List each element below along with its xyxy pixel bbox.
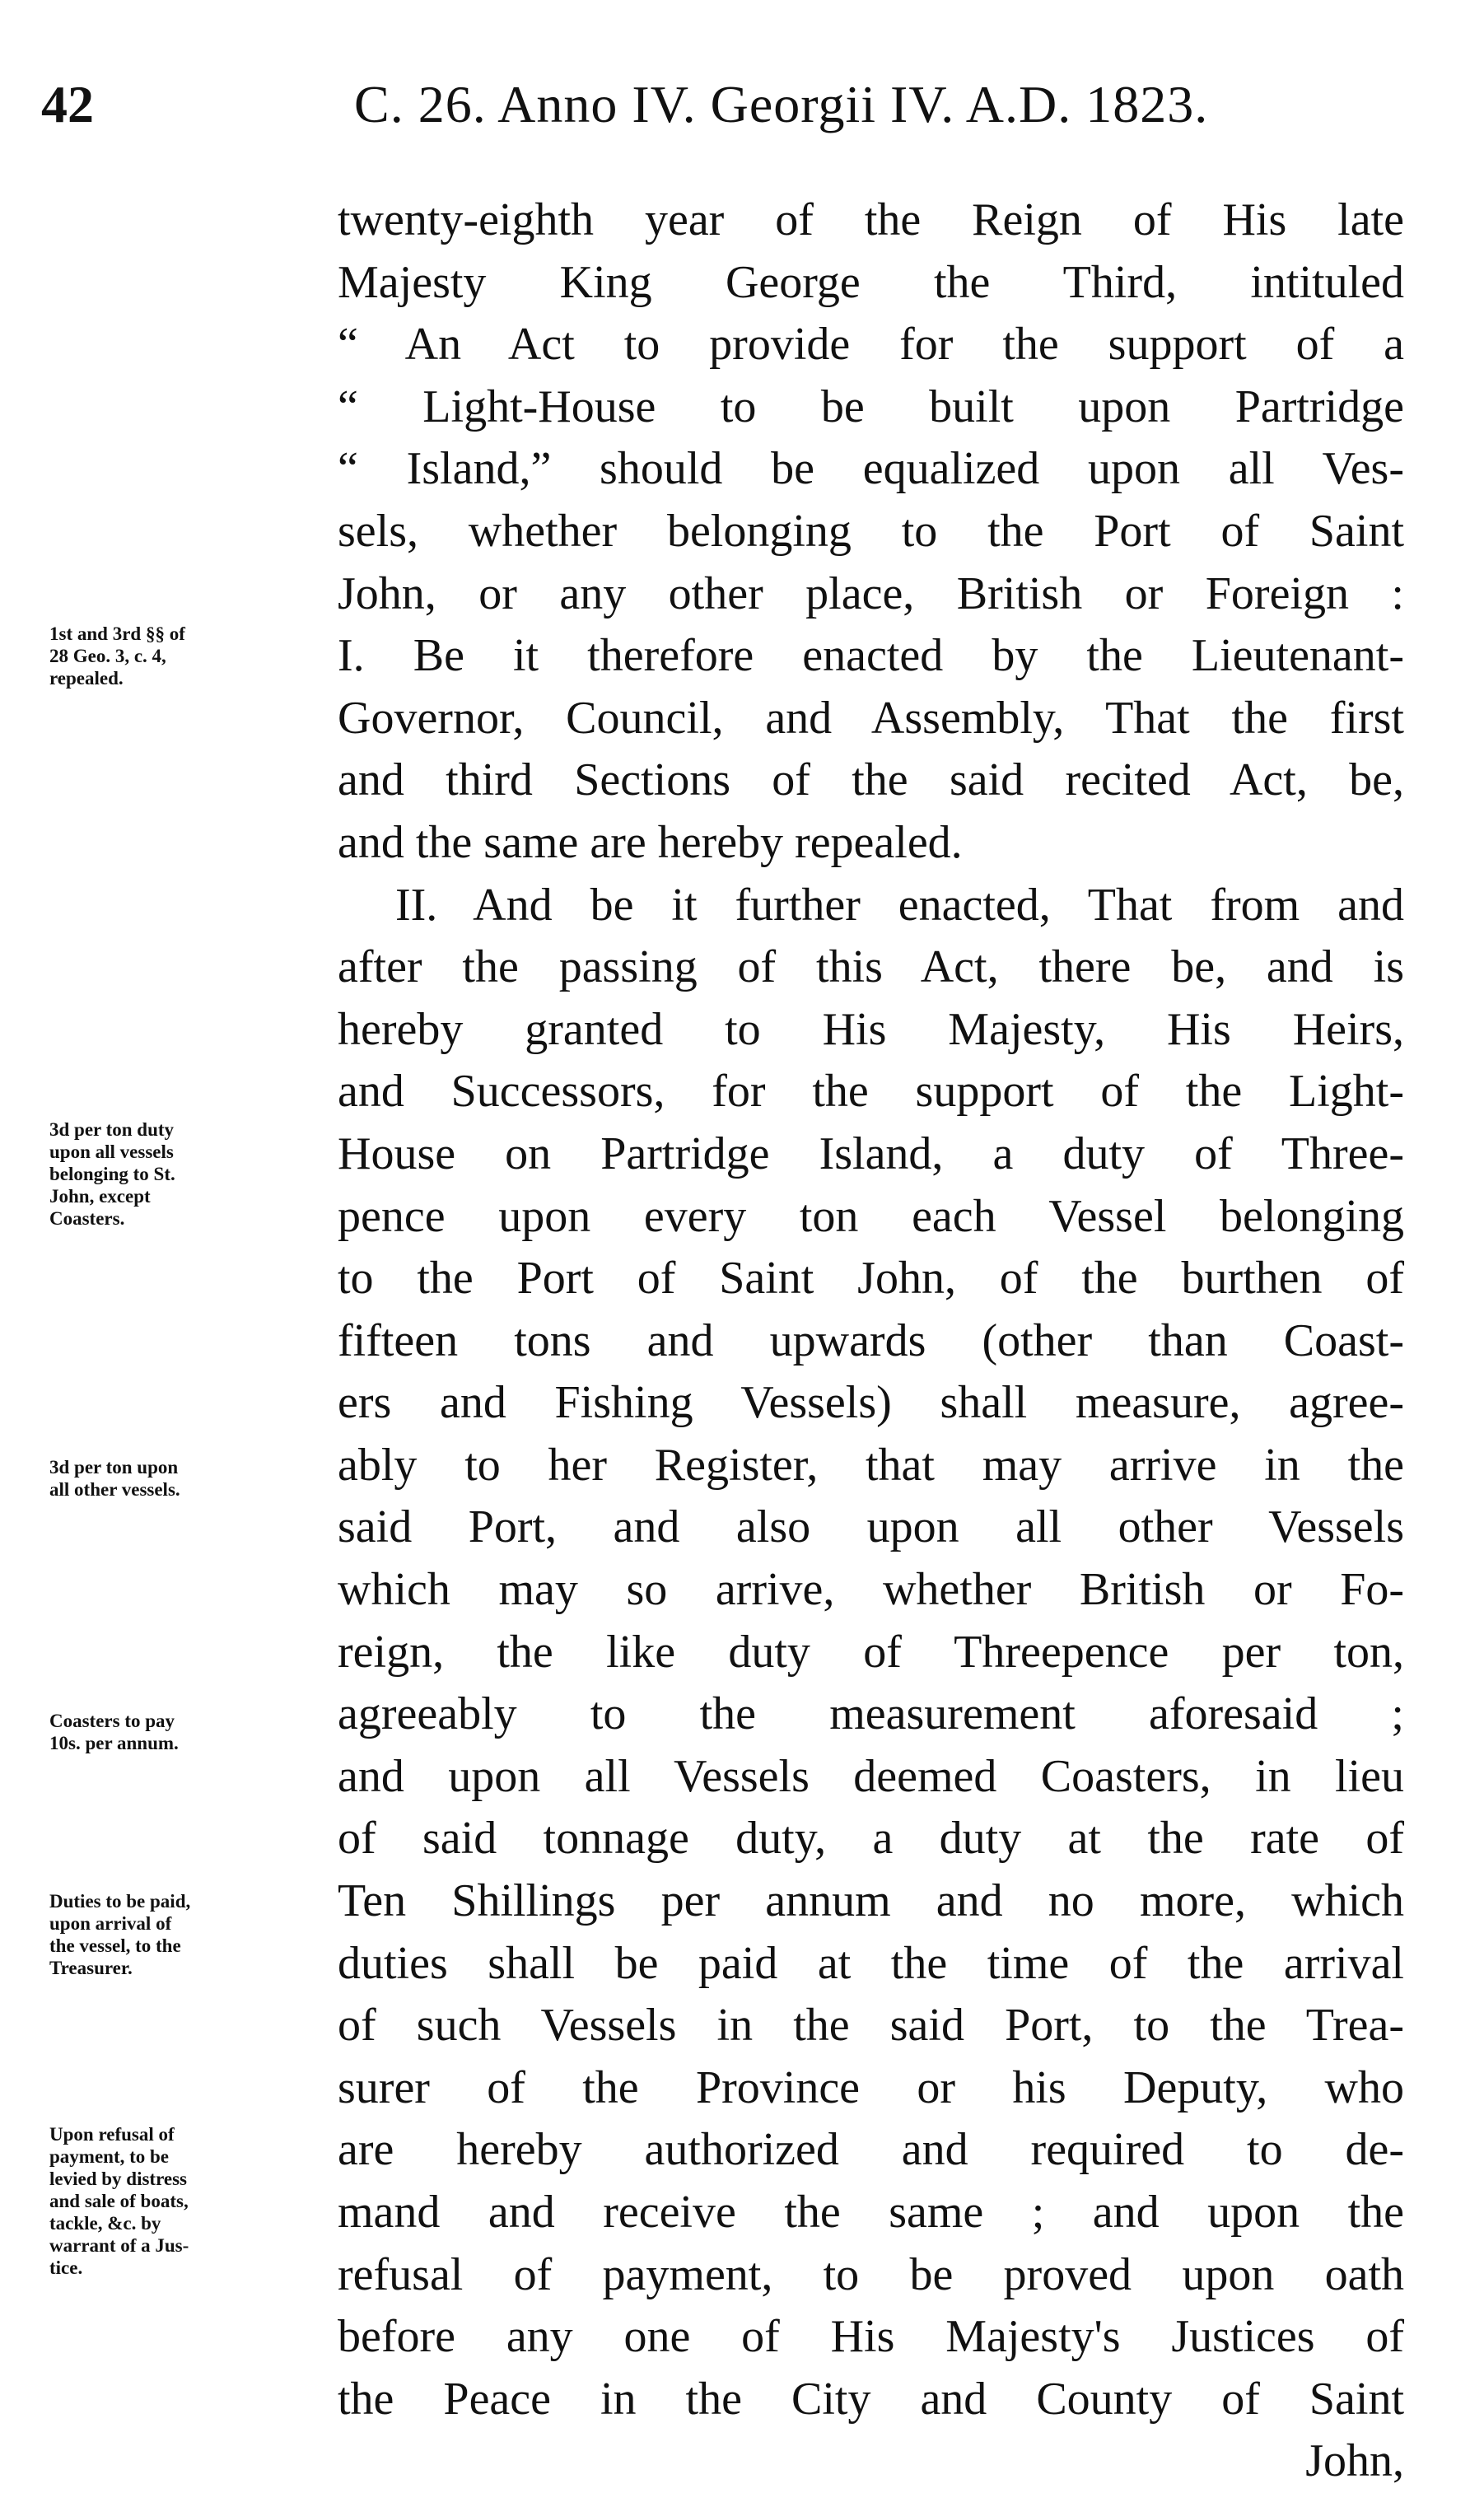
text-line: twenty-eighth year of the Reign of His late xyxy=(338,194,1404,245)
text-line: duties shall be paid at the time of the arrival xyxy=(338,1937,1404,1989)
text-line: “ Light-House to be built upon Partridge xyxy=(338,380,1404,432)
running-head: C. 26. Anno IV. Georgii IV. A.D. 1823. xyxy=(354,75,1209,133)
marginal-note-line: Upon refusal of xyxy=(49,2124,175,2145)
marginal-note-coasters xyxy=(49,1710,334,1754)
text-line: of said tonnage duty, a duty at the rate of xyxy=(338,1813,1404,1865)
marginal-note-line: 28 Geo. 3, c. 4, xyxy=(49,646,166,666)
marginal-note-line: Coasters to pay xyxy=(49,1711,175,1731)
marginal-note-line: payment, to be xyxy=(49,2146,170,2167)
text-line: mand and receive the same ; and upon the xyxy=(338,2187,1404,2238)
marginal-note-line: the vessel, to the xyxy=(49,1935,181,1956)
text-line: agreeably to the measurement aforesaid ; xyxy=(338,1688,1404,1740)
text-line: John, or any other place, British or Foreign : xyxy=(338,567,1404,619)
text-line: reign, the like duty of Threepence per ton, xyxy=(338,1626,1404,1678)
text-line: “ Island,” should be equalized upon all Ves- xyxy=(338,443,1404,495)
marginal-note-line: John, except xyxy=(49,1186,151,1207)
marginal-note-line: 1st and 3rd §§ of xyxy=(49,623,185,644)
marginal-note-line: all other vessels. xyxy=(49,1479,180,1500)
text-line: Governor, Council, and Assembly, That the first xyxy=(338,692,1404,744)
marginal-note-line: warrant of a Jus- xyxy=(49,2235,189,2256)
text-line: fifteen tons and upwards (other than Coast- xyxy=(338,1314,1404,1366)
text-line: pence upon every ton each Vessel belonging xyxy=(338,1190,1404,1242)
body-text xyxy=(338,189,1404,2493)
marginal-note-refusal xyxy=(49,2123,334,2279)
text-line: and upon all Vessels deemed Coasters, in lieu xyxy=(338,1750,1404,1802)
marginal-note-line: levied by distress xyxy=(49,2169,187,2189)
marginal-note-line: 3d per ton duty xyxy=(49,1119,175,1140)
marginal-note-line: Coasters. xyxy=(49,1208,125,1229)
text-line: “ An Act to provide for the support of a xyxy=(338,319,1404,371)
text-line: before any one of His Majesty's Justices of xyxy=(338,2311,1404,2363)
marginal-note-line: and sale of boats, xyxy=(49,2191,189,2211)
text-line: ably to her Register, that may arrive in the xyxy=(338,1439,1404,1491)
text-line: after the passing of this Act, there be, and is xyxy=(338,941,1404,993)
text-line: refusal of payment, to be proved upon oath xyxy=(338,2248,1404,2300)
text-line: of such Vessels in the said Port, to the Trea- xyxy=(338,2000,1404,2052)
text-line: hereby granted to His Majesty, His Heirs, xyxy=(338,1003,1404,1055)
text-line: ers and Fishing Vessels) shall measure, agree- xyxy=(338,1377,1404,1429)
text-line: surer of the Province or his Deputy, who xyxy=(338,2061,1404,2113)
marginal-note-line: 10s. per annum. xyxy=(49,1733,179,1753)
catchword: John, xyxy=(1305,2435,1404,2487)
text-line: Majesty King George the Third, intituled xyxy=(338,256,1404,308)
marginal-note-other-vessels xyxy=(49,1456,334,1501)
text-line: and third Sections of the said recited Act, be, xyxy=(338,754,1404,806)
section-i-opening: I. Be it therefore enacted by the Lieutenant- xyxy=(338,630,1404,682)
section-ii-opening: II. And be it further enacted, That from and xyxy=(395,879,1404,931)
text-line: and the same are hereby repealed. xyxy=(338,816,963,868)
marginal-note-repeal xyxy=(49,623,334,689)
text-line: to the Port of Saint John, of the burthen of xyxy=(338,1253,1404,1305)
page-number: 42 xyxy=(41,75,94,133)
text-line: which may so arrive, whether British or Fo- xyxy=(338,1564,1404,1616)
text-line: House on Partridge Island, a duty of Three- xyxy=(338,1127,1404,1179)
marginal-note-line: tackle, &c. by xyxy=(49,2213,161,2234)
marginal-note-payment xyxy=(49,1890,334,1979)
text-line: Ten Shillings per annum and no more, which xyxy=(338,1875,1404,1927)
marginal-note-line: 3d per ton upon xyxy=(49,1457,179,1478)
text-line: said Port, and also upon all other Vessels xyxy=(338,1501,1404,1553)
text-line: the Peace in the City and County of Saint xyxy=(338,2373,1404,2425)
text-line: are hereby authorized and required to de- xyxy=(338,2124,1404,2176)
marginal-note-line: repealed. xyxy=(49,668,124,689)
marginal-note-line: Treasurer. xyxy=(49,1958,133,1978)
marginal-note-line: belonging to St. xyxy=(49,1164,175,1184)
text-line: sels, whether belonging to the Port of Saint xyxy=(338,505,1404,557)
text-line: and Successors, for the support of the Light- xyxy=(338,1066,1404,1118)
marginal-note-line: tice. xyxy=(49,2257,83,2278)
page-header xyxy=(41,74,1408,148)
marginal-note-line: Duties to be paid, xyxy=(49,1891,191,1912)
marginal-note-line: upon all vessels xyxy=(49,1141,174,1162)
marginal-note-st-john-duty xyxy=(49,1118,334,1230)
marginal-note-line: upon arrival of xyxy=(49,1913,172,1934)
